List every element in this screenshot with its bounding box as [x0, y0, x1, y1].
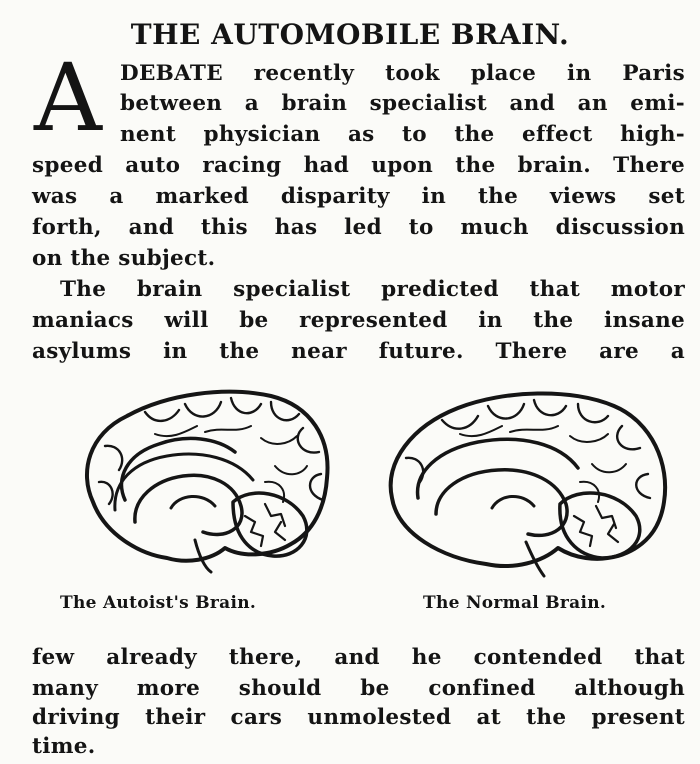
text-line: maniacs will be represented in the insane [32, 308, 685, 333]
headline: THE AUTOMOBILE BRAIN. [130, 18, 570, 51]
text-line: asylums in the near future. There are a [32, 339, 685, 364]
normal-brain-illustration [382, 386, 672, 581]
text-line: few already there, and he contended that [32, 645, 685, 670]
caption-autoist-brain: The Autoist's Brain. [60, 593, 257, 613]
text-line: DEBATE recently took place in Paris [120, 61, 685, 86]
text-line: nent physician as to the effect high- [120, 122, 685, 147]
text-line: speed auto racing had upon the brain. There [32, 153, 685, 178]
text-line: between a brain specialist and an emi- [120, 91, 685, 116]
drop-cap: A [34, 44, 102, 153]
text-line: The brain specialist predicted that motor [60, 277, 685, 302]
text-line: many more should be confined although [32, 676, 685, 701]
text-line: forth, and this has led to much discussion [32, 215, 685, 240]
text-line: time. [32, 734, 96, 759]
autoist-brain-illustration [75, 382, 335, 577]
text-line: was a marked disparity in the views set [32, 184, 685, 209]
text-line: on the subject. [32, 246, 216, 271]
text-line: driving their cars unmolested at the present [32, 705, 685, 730]
caption-normal-brain: The Normal Brain. [423, 593, 607, 613]
